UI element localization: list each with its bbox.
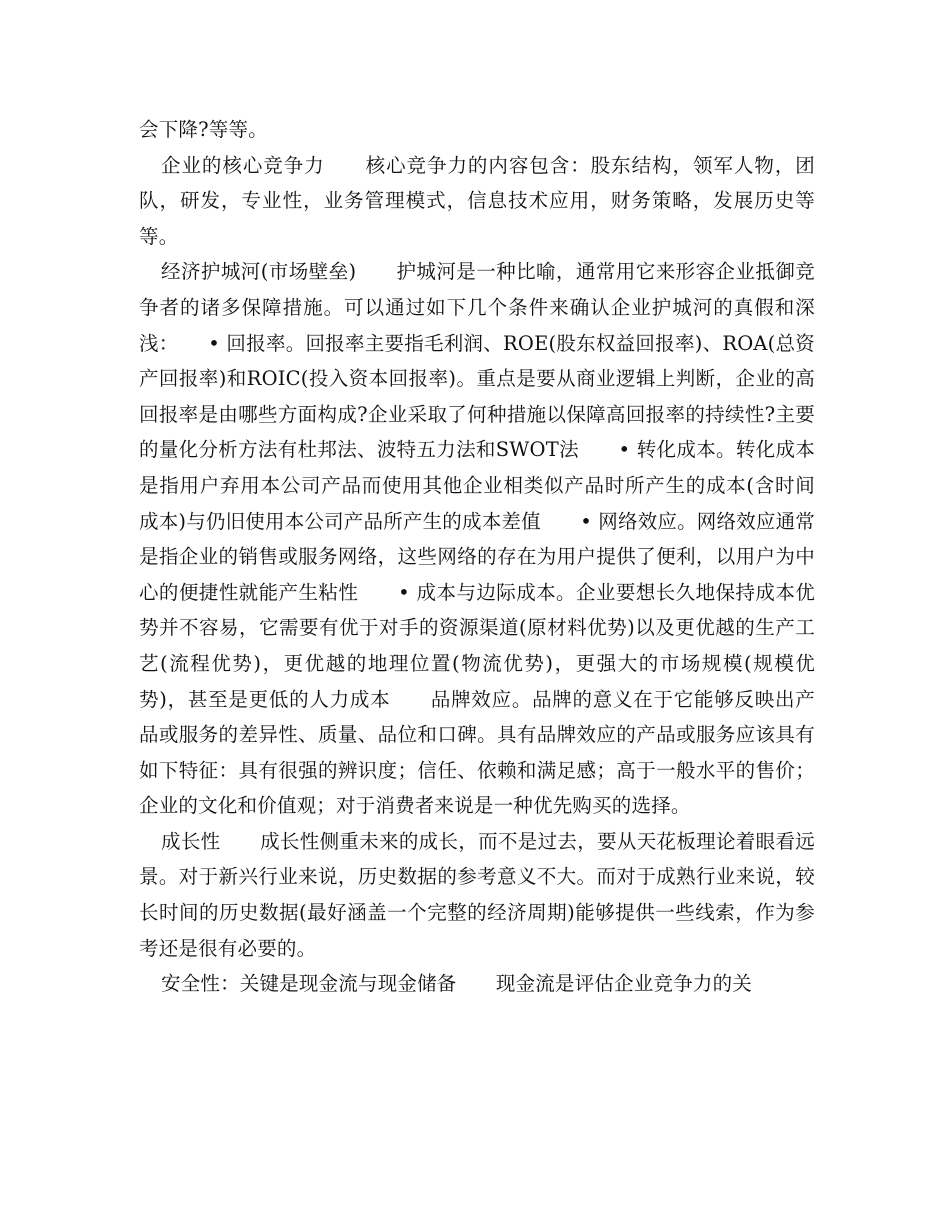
paragraph-economic-moat: 经济护城河(市场壁垒) 护城河是一种比喻，通常用它来形容企业抵御竞争者的诸多保障措施。可以通过如下几个条件来确认企业护城河的真假和深浅： • 回报率。回报率主要指毛利润、ROE(股东权益回报率)、ROA(总资产回报率)和ROIC(投入资本回报率)。重点是要从商业逻辑上判断，企业的高回报率是由哪些方面构成?企业采取了何种措施以保障高回报率的持续性?主要的量化分析方法有杜邦法、波特五力法和SWOT法 • 转化成本。转化成本是指用户弃用本公司产品而使用其他企业相类似产品时所产生的成本(含时间成本)与仍旧使用本公司产品所产生的成本差值 • 网络效应。网络效应通常是指企业的销售或服务网络，这些网络的存在为用户提供了便利，以用户为中心的便捷性就能产生粘性 • 成本与边际成本。企业要想长久地保持成本优势并不容易，它需要有优于对手的资源渠道(原材料优势)以及更优越的生产工艺(流程优势)，更优越的地理位置(物流优势)，更强大的市场规模(规模优势)，甚至是更低的人力成本 品牌效应。品牌的意义在于它能够反映出产品或服务的差异性、质量、品位和口碑。具有品牌效应的产品或服务应该具有如下特征：具有很强的辨识度；信任、依赖和满足感；高于一般水平的售价；企业的文化和价值观；对于消费者来说是一种优先购买的选择。	[139, 260, 816, 818]
paragraph-growth: 成长性 成长性侧重未来的成长，而不是过去，要从天花板理论着眼看远景。对于新兴行业来说，历史数据的参考意义不大。而对于成熟行业来说，较长时间的历史数据(最好涵盖一个完整的经济周期)能够提供一些线索，作为参考还是很有必要的。	[139, 829, 815, 960]
document-body	[139, 112, 815, 1002]
paragraph-safety: 安全性：关键是现金流与现金储备 现金流是评估企业竞争力的关	[161, 972, 753, 996]
paragraph-core-competence: 企业的核心竞争力 核心竞争力的内容包含：股东结构，领军人物，团队，研发，专业性，业务管理模式，信息技术应用，财务策略，发展历史等等。	[139, 153, 815, 248]
paragraph-continuation: 会下降?等等。	[139, 118, 268, 141]
